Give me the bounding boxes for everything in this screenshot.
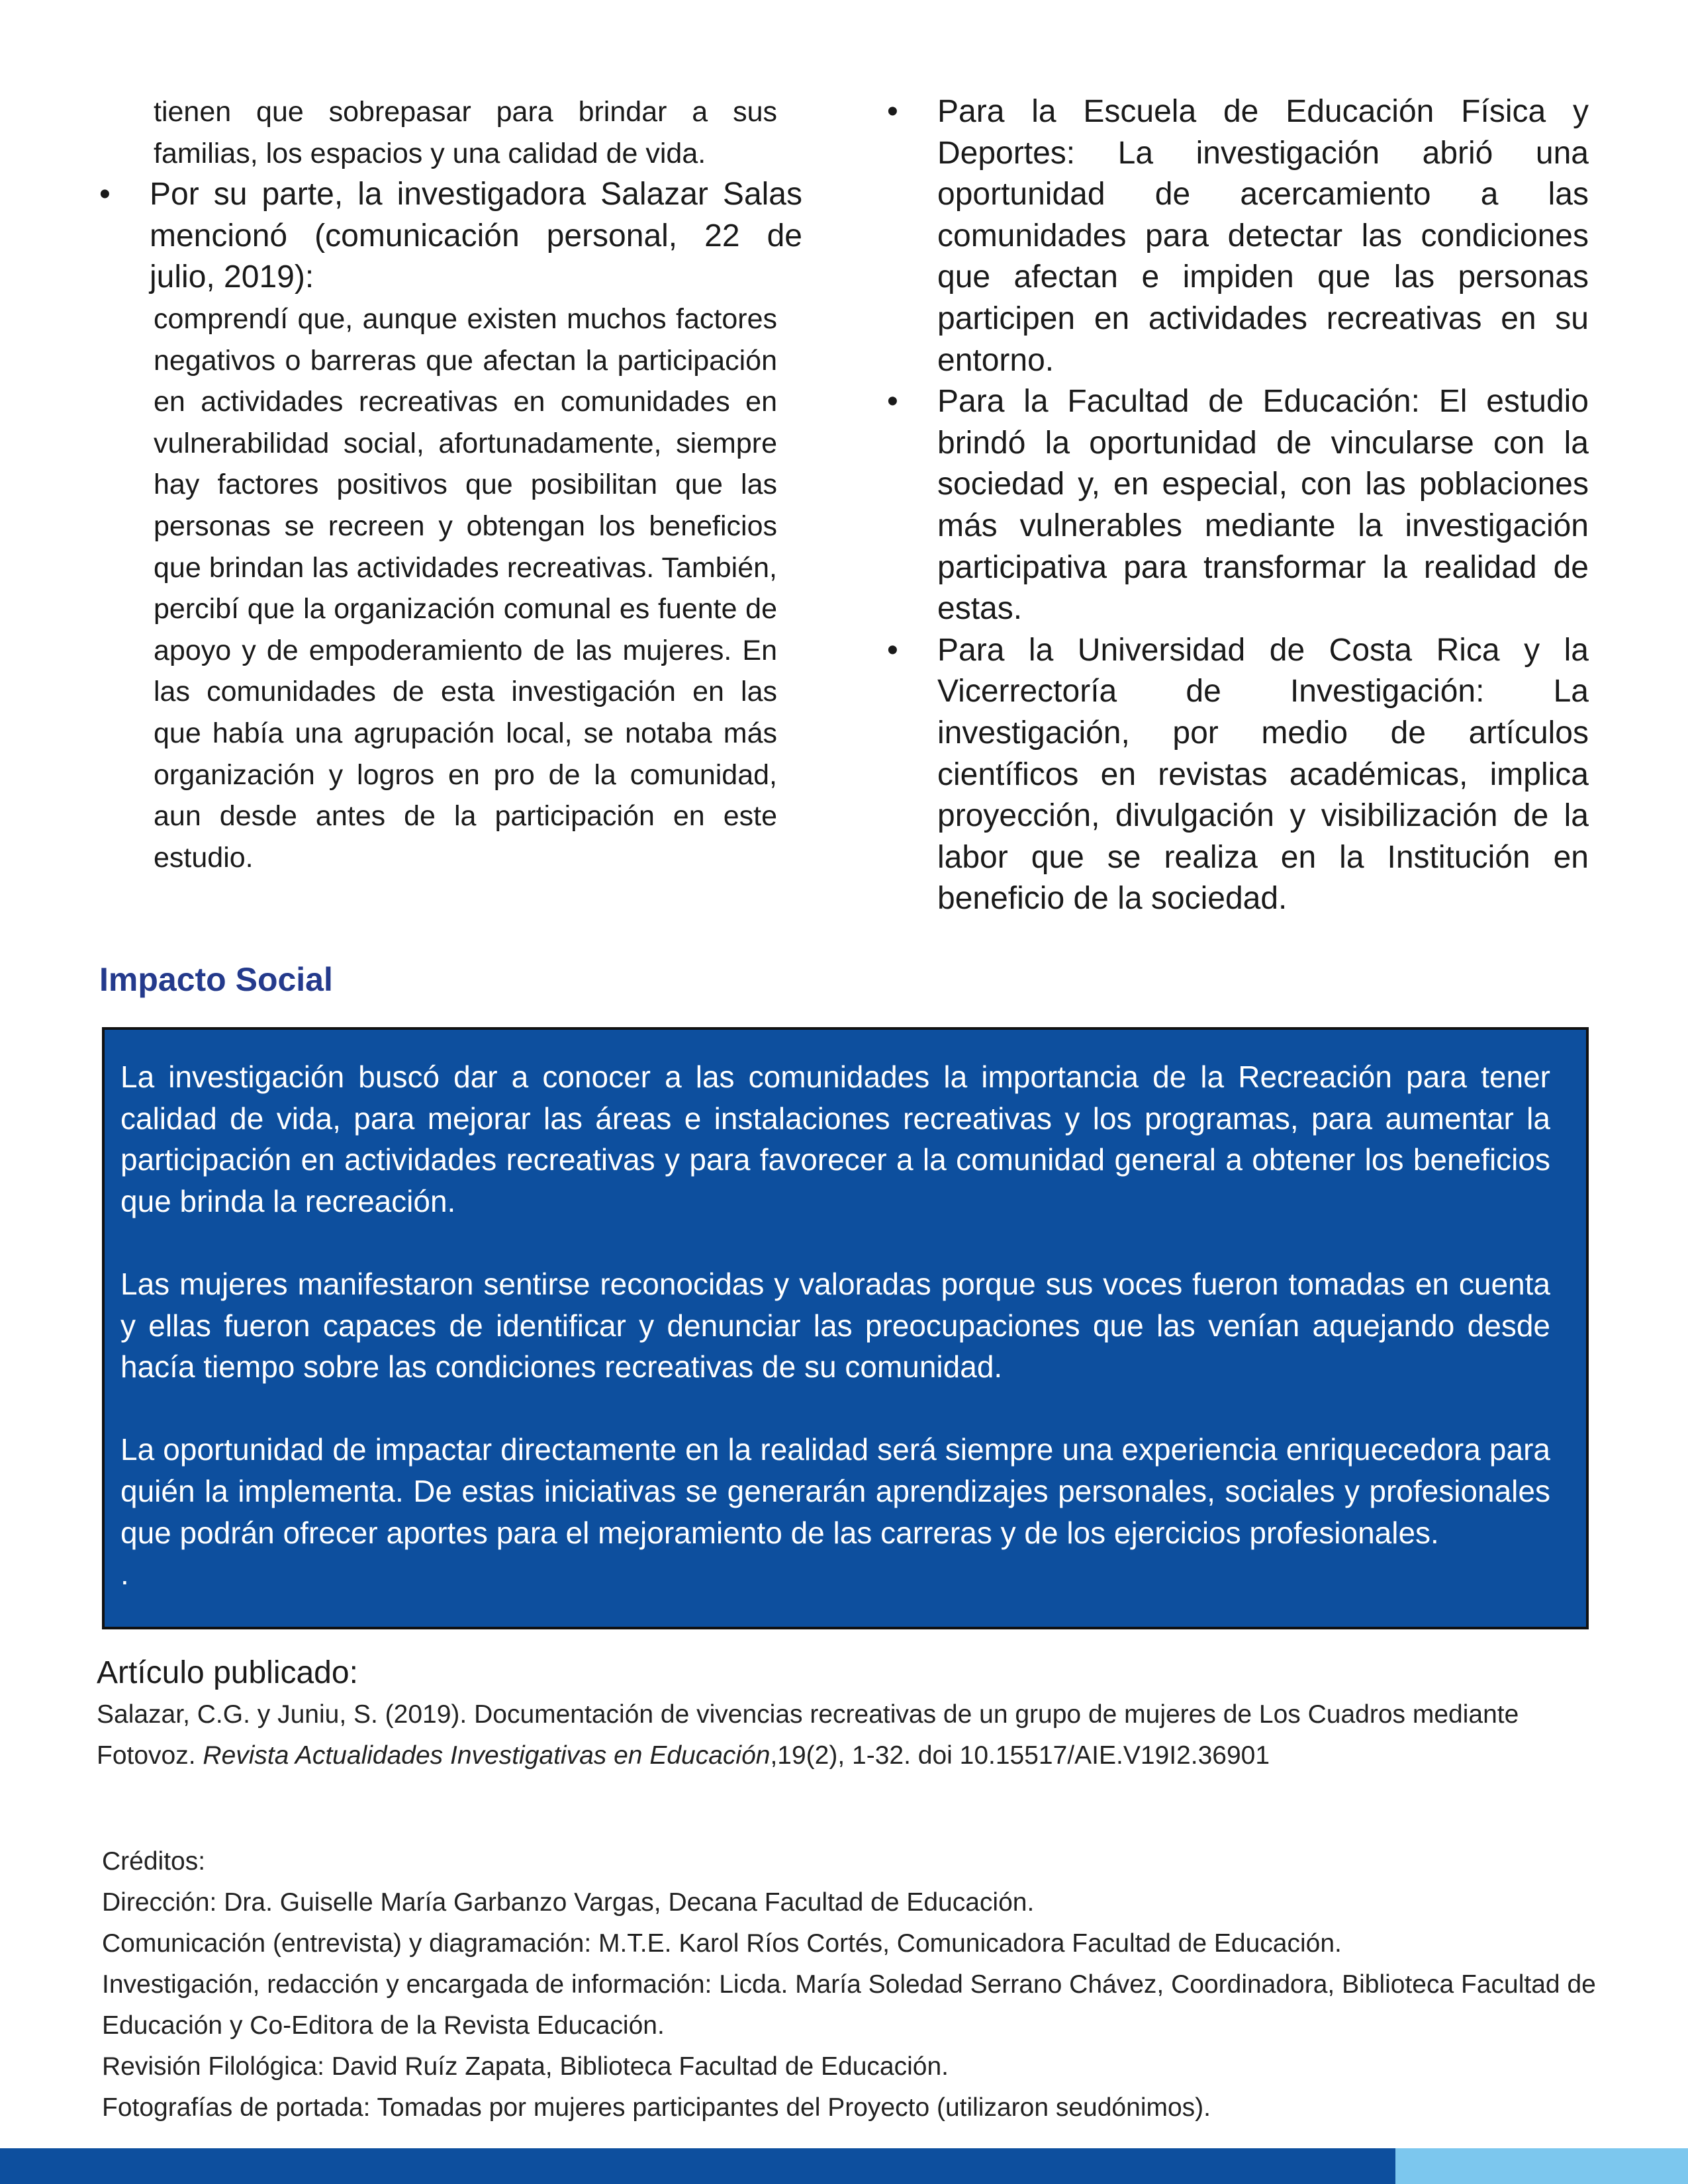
impact-trailing-dot: . <box>120 1557 129 1592</box>
footer-bar-dark <box>0 2148 1395 2184</box>
paragraph-gap <box>120 1222 1546 1263</box>
bullet-dot: • <box>99 177 111 212</box>
bullet-escuela <box>887 91 1589 381</box>
bullet-escuela-text: Para la Escuela de Educación Física y Deportes: La investigación abrió una oportunidad de acercamiento a las comunidades para detectar las condiciones que afectan e impiden que las personas participen en actividades recreativas en su entorno. <box>937 94 1589 378</box>
bullet-universidad <box>887 630 1589 920</box>
bullet-facultad-text: Para la Facultad de Educación: El estudio brindó la oportunidad de vincularse con la sociedad y, en especial, con las poblaciones más vulnerables mediante la investigación participativa para transformar la realidad de estas. <box>937 384 1589 627</box>
credit-line: Dirección: Dra. Guiselle María Garbanzo Vargas, Decana Facultad de Educación. <box>102 1888 1035 1917</box>
impact-box <box>102 1027 1589 1629</box>
right-column <box>887 91 1589 920</box>
publication-reference <box>97 1694 1593 1776</box>
bullet-dot: • <box>887 384 898 420</box>
reference-details: ,19(2), 1-32. doi 10.15517/AIE.V19I2.36901 <box>770 1741 1270 1770</box>
publication-title: Artículo publicado: <box>97 1655 358 1690</box>
credits-title: Créditos: <box>102 1847 206 1876</box>
impact-paragraph: Las mujeres manifestaron sentirse reconocidas y valoradas porque sus voces fueron tomadas en cuenta y ellas fueron capaces de identificar y denunciar las preocupaciones que las venían aquejando desde hacía tiempo sobre las condiciones recreativas de su comunidad. <box>120 1266 1550 1385</box>
left-column <box>99 91 802 878</box>
reference-journal: Revista Actualidades Investigativas en Educación <box>203 1741 771 1770</box>
bullet-salazar <box>99 174 802 298</box>
continuation-text: tienen que sobrepasar para brindar a sus familias, los espacios y una calidad de vida. <box>154 96 777 169</box>
credit-line: Investigación, redacción y encargada de información: Licda. María Soledad Serrano Chávez, Coordinadora, Biblioteca Facultad de Educación y Co-Editora de la Revista Educación. <box>102 1970 1596 2040</box>
impact-paragraph: La oportunidad de impactar directamente en la realidad será siempre una experiencia enriquecedora para quién la implementa. De estas iniciativas se generarán aprendizajes personales, sociales y profesionales que podrán ofrecer aportes para el mejoramiento de las carreras y de los ejercicios profesionales. <box>120 1432 1550 1550</box>
bullet-dot: • <box>887 94 898 129</box>
credit-line: Fotografías de portada: Tomadas por mujeres participantes del Proyecto (utilizaron seudónimos). <box>102 2093 1211 2122</box>
impact-paragraph: La investigación buscó dar a conocer a las comunidades la importancia de la Recreación para tener calidad de vida, para mejorar las áreas e instalaciones recreativas y los programas, para aumentar la participación en actividades recreativas y para favorecer a la comunidad general a obtener los beneficios que brinda la recreación. <box>120 1060 1550 1218</box>
paragraph-gap <box>120 1388 1546 1430</box>
credits <box>102 1841 1598 2128</box>
bullet-intro-text: Por su parte, la investigadora Salazar Salas mencionó (comunicación personal, 22 de julio, 2019): <box>150 177 802 295</box>
credit-line: Comunicación (entrevista) y diagramación: M.T.E. Karol Ríos Cortés, Comunicadora Facultad de Educación. <box>102 1929 1342 1958</box>
impact-title: Impacto Social <box>99 961 333 998</box>
footer-bar-light <box>1395 2148 1688 2184</box>
credit-line: Revisión Filológica: David Ruíz Zapata, Biblioteca Facultad de Educación. <box>102 2052 949 2081</box>
block-quote: comprendí que, aunque existen muchos factores negativos o barreras que afectan la participación en actividades recreativas en comunidades en vulnerabilidad social, afortunadamente, siempre hay factores positivos que posibilitan que las personas se recreen y obtengan los beneficios que brindan las actividades recreativas. También, percibí que la organización comunal es fuente de apoyo y de empoderamiento de las mujeres. En las comunidades de esta investigación en las que había una agrupación local, se notaba más organización y logros en pro de la comunidad, aun desde antes de la participación en este estudio. <box>154 302 777 874</box>
bullet-universidad-text: Para la Universidad de Costa Rica y la Vicerrectoría de Investigación: La investigación, por medio de artículos científicos en revistas académicas, implica proyección, divulgación y visibilización de la labor que se realiza en la Institución en beneficio de la sociedad. <box>937 632 1589 917</box>
reference-authors: Salazar, C.G. y Juniu, S. (2019). Documentación de vivencias recreativas de un grupo de mujeres de Los Cuadros mediante Fotovoz. <box>97 1700 1519 1770</box>
bullet-dot: • <box>887 632 898 668</box>
bullet-facultad <box>887 381 1589 630</box>
